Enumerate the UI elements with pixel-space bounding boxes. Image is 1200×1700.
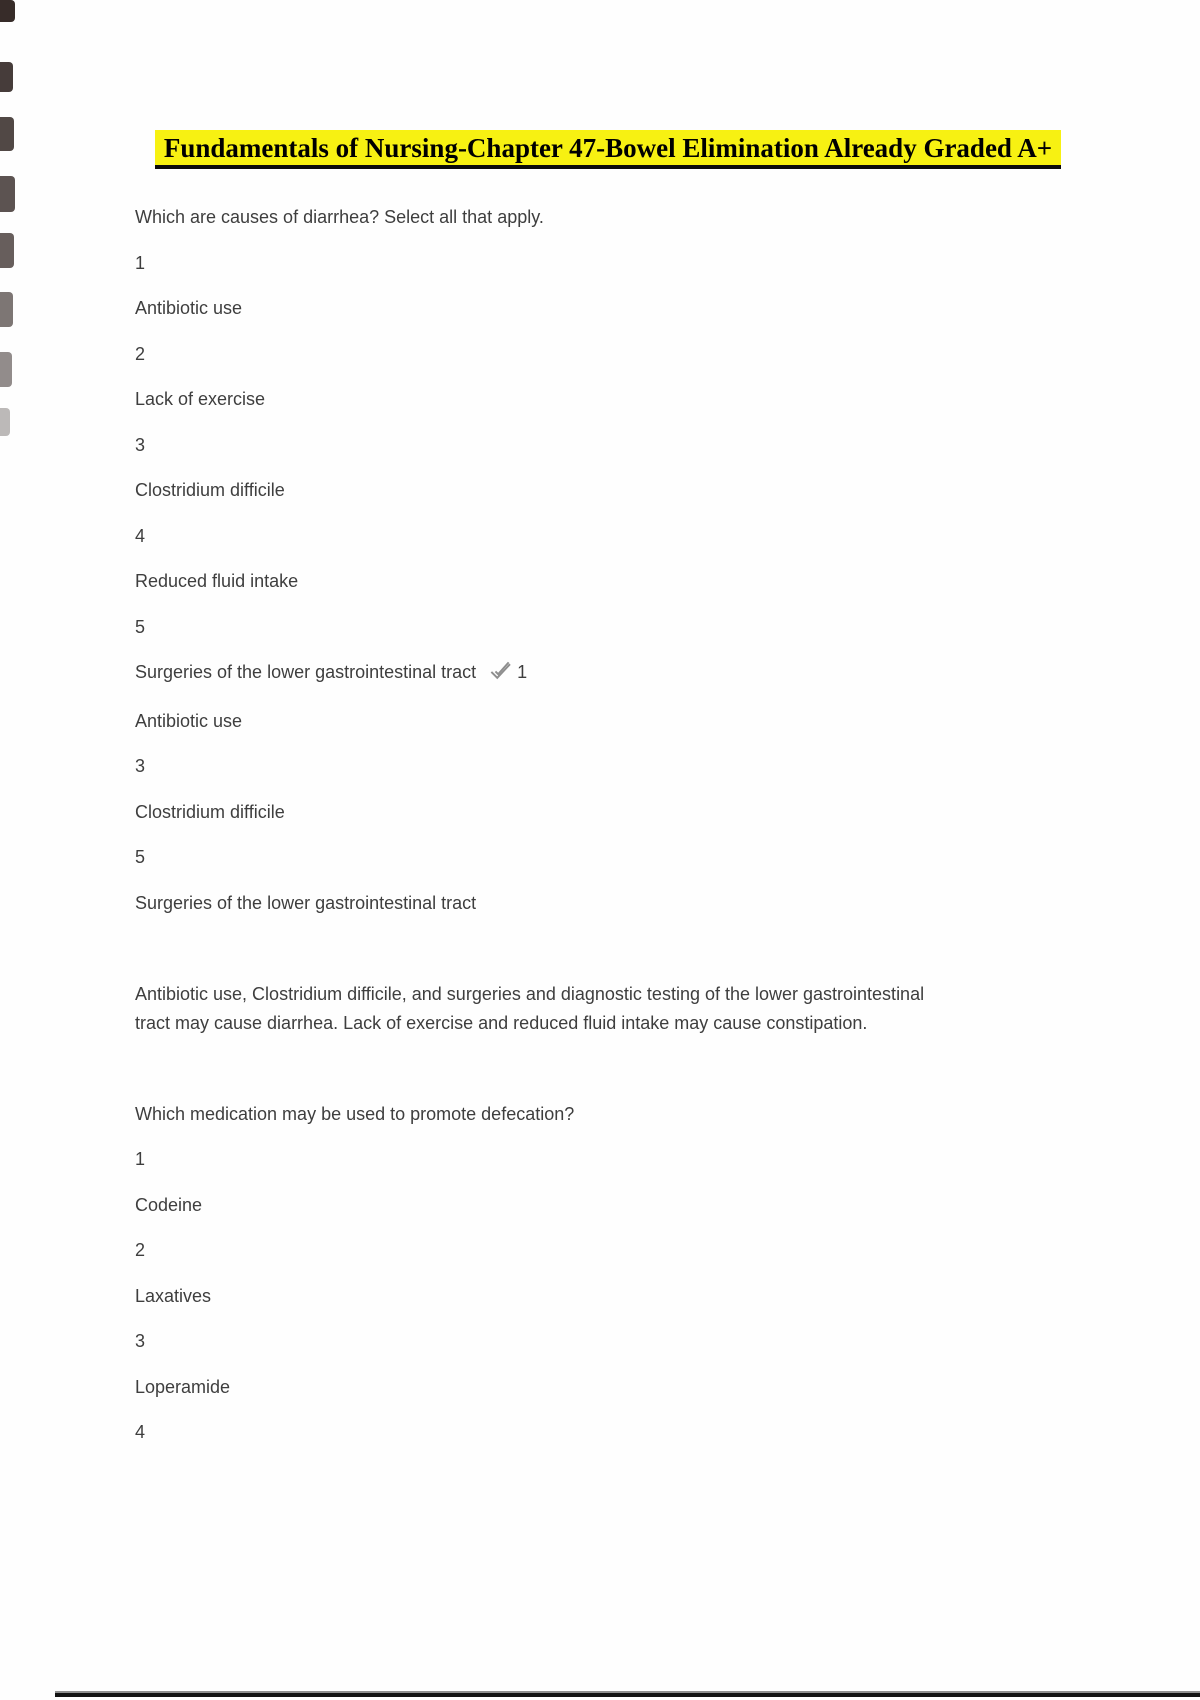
option-label: Loperamide	[135, 1376, 231, 1397]
title-row	[143, 0, 1073, 169]
scan-artifact	[0, 292, 13, 327]
option-label: Surgeries of the lower gastrointestinal tract	[135, 662, 477, 682]
blank-line	[135, 1054, 1065, 1100]
scan-artifact	[0, 408, 10, 436]
page-bottom-rule	[55, 1691, 1200, 1697]
question-prompt: Which medication may be used to promote defecation?	[135, 1103, 575, 1124]
double-check-icon	[488, 661, 512, 690]
answer-line: 5	[135, 847, 146, 867]
option-number: 4	[135, 525, 146, 546]
option-number: 5	[135, 616, 146, 637]
answer-line: Antibiotic use	[135, 710, 243, 731]
option-label-with-answer	[135, 658, 1065, 690]
page-title: Fundamentals of Nursing-Chapter 47-Bowel Elimination Already Graded A+	[155, 130, 1061, 169]
rationale-line: Antibiotic use, Clostridium difficile, and surgeries and diagnostic testing of the lower gastrointestinal	[135, 983, 925, 1004]
answer-line: Surgeries of the lower gastrointestinal tract	[135, 892, 477, 913]
scan-artifact	[0, 0, 15, 22]
scan-artifact	[0, 62, 13, 92]
question-prompt: Which are causes of diarrhea? Select all that apply.	[135, 207, 544, 227]
option-label: Clostridium difficile	[135, 480, 285, 500]
rationale-line: tract may cause diarrhea. Lack of exercise and reduced fluid intake may cause constipation.	[135, 1012, 868, 1033]
scan-artifact	[0, 176, 15, 212]
option-number: 1	[135, 252, 146, 273]
option-label: Lack of exercise	[135, 389, 266, 409]
blank-line	[135, 934, 1065, 980]
option-number: 3	[135, 434, 146, 455]
scan-artifact	[0, 352, 12, 387]
option-label: Reduced fluid intake	[135, 571, 299, 591]
option-number: 4	[135, 1422, 146, 1442]
scan-artifact	[0, 233, 14, 268]
answer-line: 3	[135, 756, 146, 776]
scan-artifact	[0, 117, 14, 151]
answer-line: Clostridium difficile	[135, 801, 285, 822]
option-number: 1	[135, 1149, 146, 1169]
option-label: Laxatives	[135, 1285, 212, 1306]
option-number: 2	[135, 1240, 146, 1260]
option-number: 2	[135, 343, 146, 364]
option-number: 3	[135, 1331, 146, 1351]
correct-answer-marker: 1	[517, 662, 528, 682]
option-label: Codeine	[135, 1194, 203, 1215]
option-label: Antibiotic use	[135, 298, 243, 318]
